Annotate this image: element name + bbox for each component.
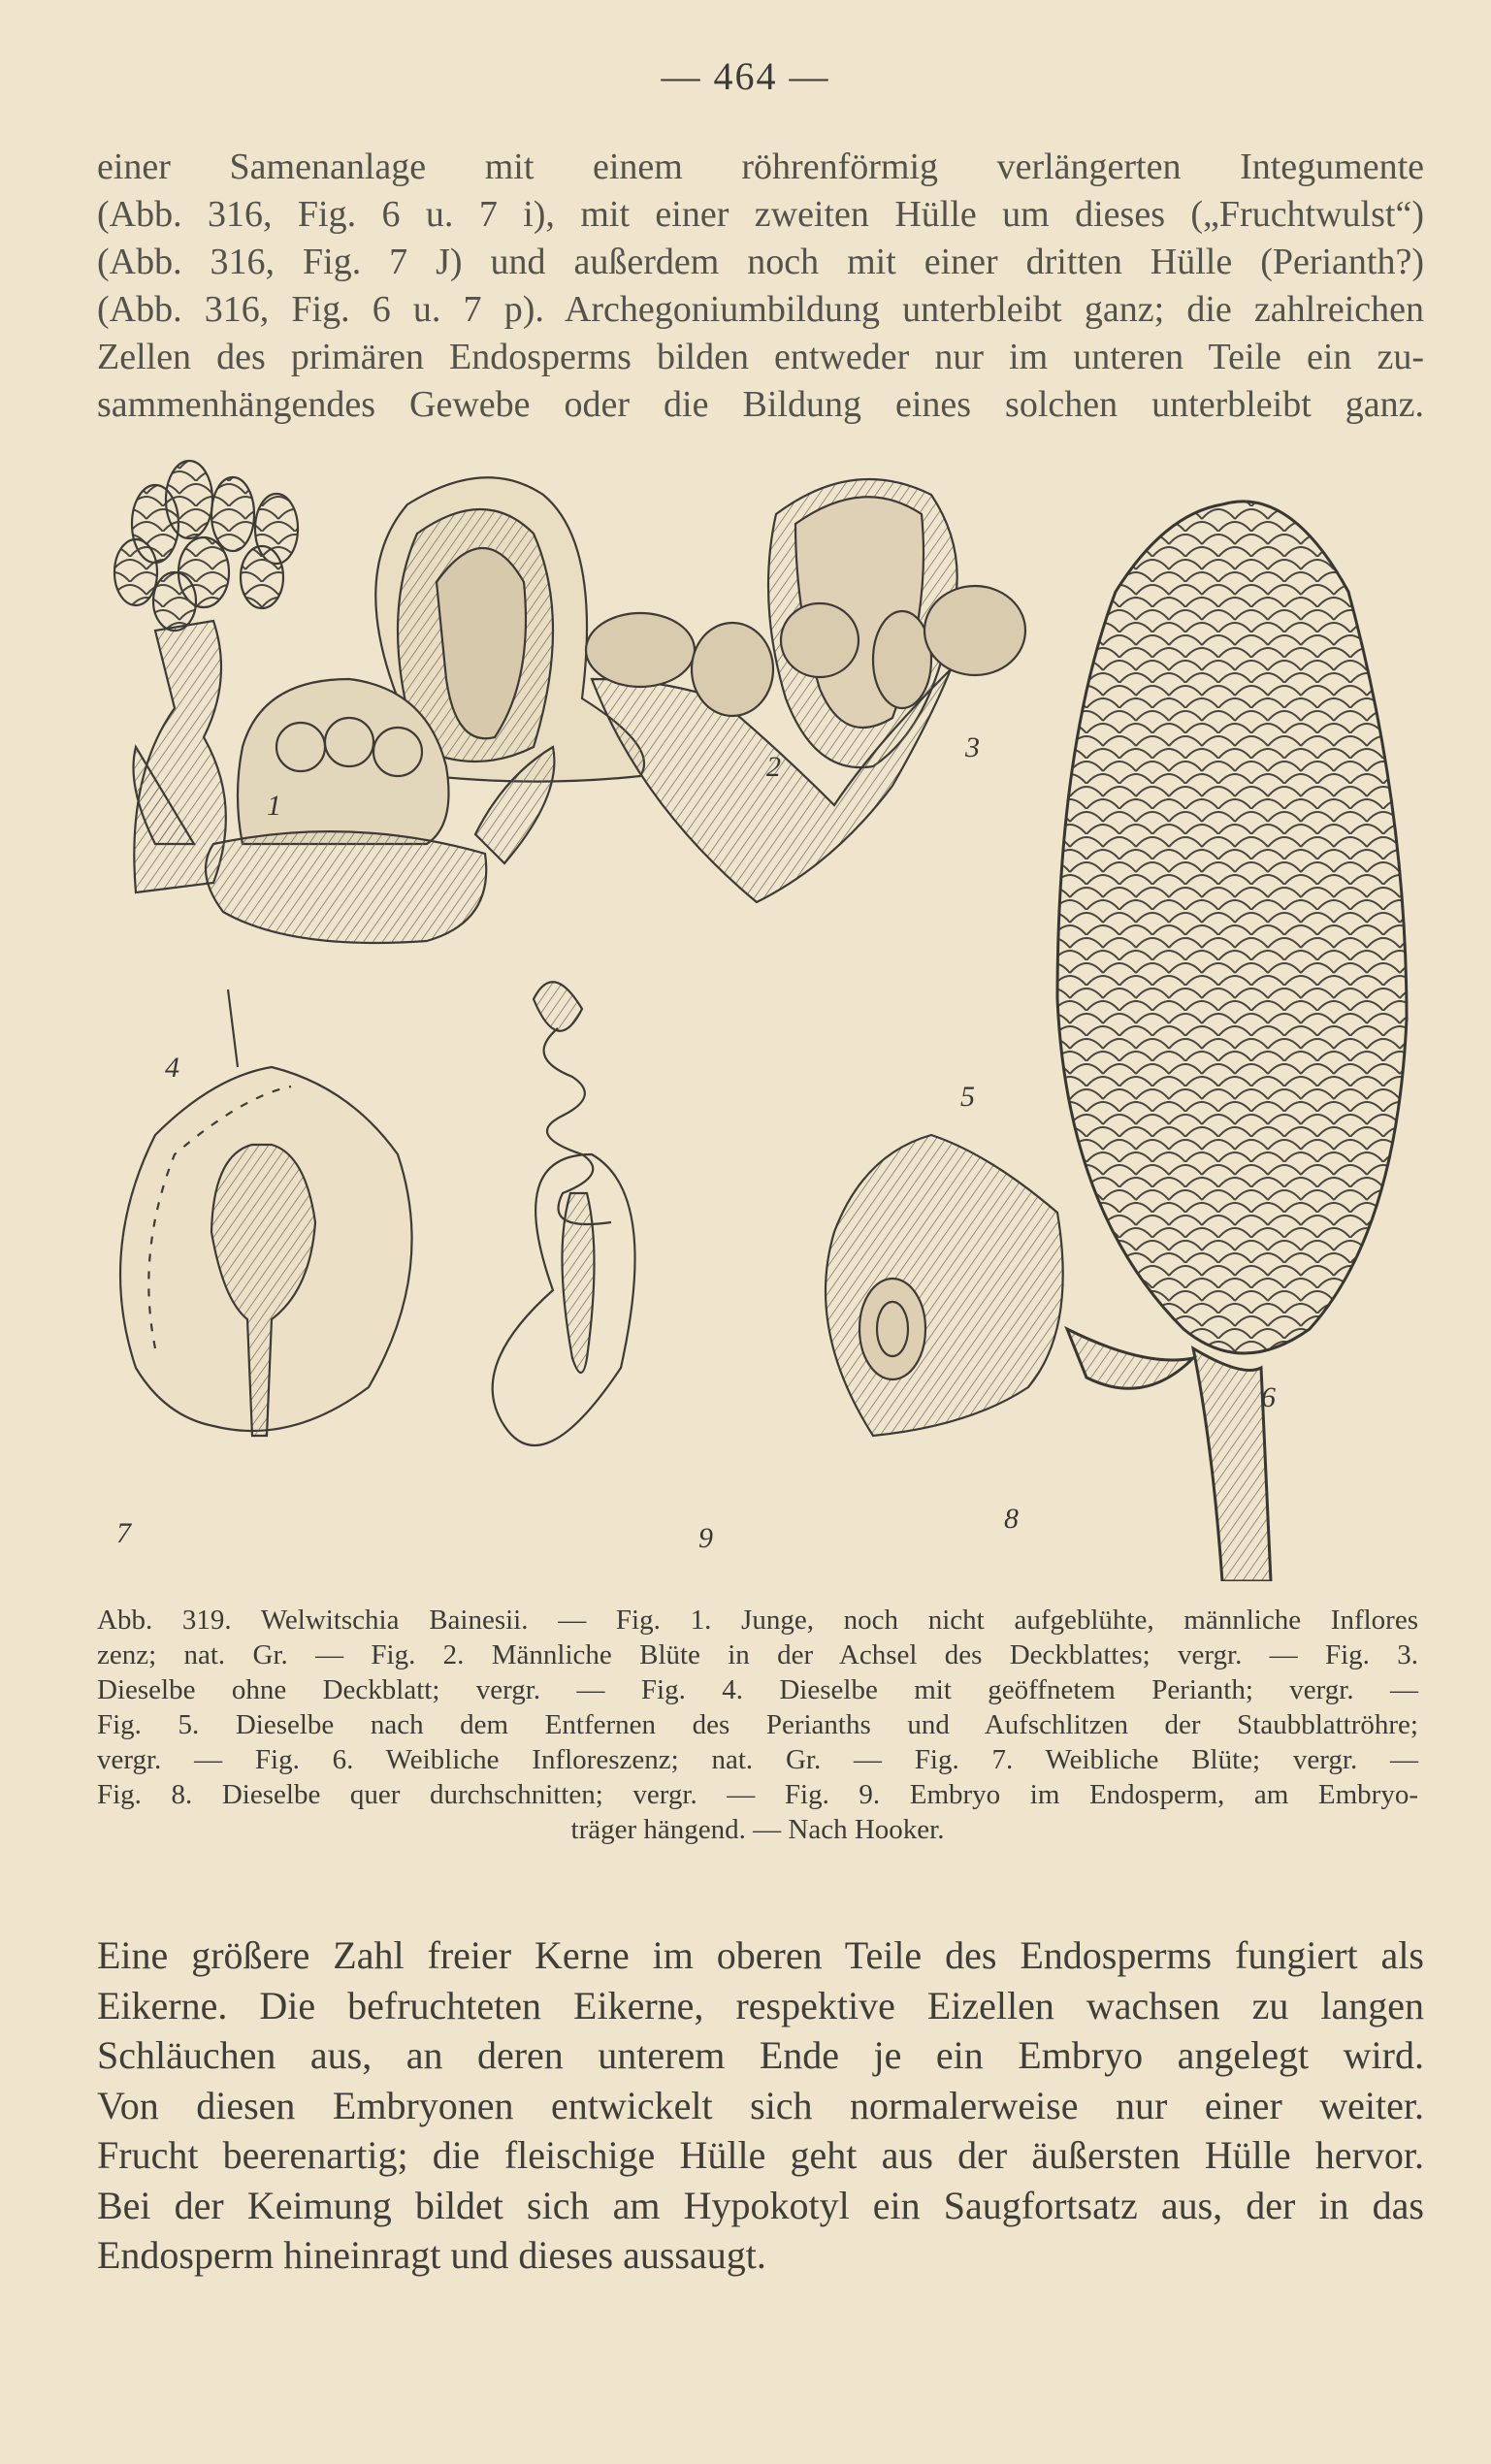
fig-label: 3 (965, 731, 980, 763)
body-line: Eikerne. Die befruchteten Eikerne, respektive Eizellen wachsen zu langen (97, 1983, 1424, 2027)
fig-label: 9 (698, 1522, 713, 1554)
caption-line: Fig. 5. Dieselbe nach dem Entfernen des Perianths und Aufschlitzen der Staubblattröhre; (97, 1709, 1418, 1740)
figure-caption (97, 1603, 1418, 1847)
fig9-embryo (493, 982, 635, 1445)
body-line: Eine größere Zahl freier Kerne im oberen Teile des Endosperms fungiert als (97, 1933, 1424, 1977)
fig-label: 7 (116, 1517, 131, 1549)
fig8-cross-section (826, 1135, 1063, 1436)
intro-line: (Abb. 316, Fig. 7 J) und außerdem noch mit einer dritten Hülle (Perianth?) (97, 242, 1424, 282)
intro-line: Zellen des primären Endosperms bilden entweder nur im unteren Teile ein zu- (97, 337, 1424, 377)
fig-label: 8 (1004, 1503, 1019, 1535)
intro-line: (Abb. 316, Fig. 6 u. 7 i), mit einer zweiten Hülle um dieses („Fruchtwulst“) (97, 194, 1424, 235)
caption-line: Dieselbe ohne Deckblatt; vergr. — Fig. 4. Dieselbe mit geöffnetem Perianth; vergr. — (97, 1674, 1418, 1705)
body-line: Schläuchen aus, an deren unterem Ende je ein Embryo angelegt wird. (97, 2033, 1424, 2077)
fig-label: 2 (766, 751, 781, 783)
caption-line: Abb. 319. Welwitschia Bainesii. — Fig. 1. Junge, noch nicht aufgeblühte, männliche Inflores (97, 1605, 1418, 1636)
body-line: Bei der Keimung bildet sich am Hypokotyl ein Saugfortsatz aus, der in das (97, 2183, 1424, 2227)
body-line: Endosperm hineinragt und dieses aussaugt. (97, 2233, 766, 2277)
fig-label: 6 (1261, 1381, 1276, 1413)
caption-line: zenz; nat. Gr. — Fig. 2. Männliche Blüte in der Achsel des Deckblattes; vergr. — Fig. 3. (97, 1639, 1418, 1670)
body-paragraph (97, 1930, 1424, 2281)
intro-line: einer Samenanlage mit einem röhrenförmig verlängerten Integumente (97, 146, 1424, 187)
intro-line: sammenhängendes Gewebe oder die Bildung eines solchen unterbleibt ganz. (97, 384, 1424, 425)
body-line: Frucht beerenartig; die fleischige Hülle geht aus der äußersten Hülle hervor. (97, 2133, 1424, 2177)
fig-label: 1 (267, 790, 281, 822)
figure-illustration (97, 456, 1424, 1581)
fig6-female-cone (1057, 502, 1407, 1581)
caption-line: träger hängend. — Nach Hooker. (570, 1814, 945, 1845)
page-number: — 464 — (661, 54, 830, 98)
caption-line: Fig. 8. Dieselbe quer durchschnitten; vergr. — Fig. 9. Embryo im Endosperm, am Embryo- (97, 1779, 1418, 1810)
fig5-stamen-tube (586, 586, 1025, 902)
caption-line: vergr. — Fig. 6. Weibliche Infloreszenz; nat. Gr. — Fig. 7. Weibliche Blüte; vergr. — (97, 1744, 1418, 1775)
intro-paragraph (97, 144, 1424, 429)
fig-label: 4 (165, 1052, 179, 1084)
fig-label: 5 (960, 1081, 975, 1113)
botanical-figure (97, 456, 1424, 1581)
body-line: Von diesen Embryonen entwickelt sich normalerweise nur einer weiter. (97, 2083, 1424, 2127)
intro-line: (Abb. 316, Fig. 6 u. 7 p). Archegoniumbildung unterbleibt ganz; die zahlreichen (97, 289, 1424, 330)
